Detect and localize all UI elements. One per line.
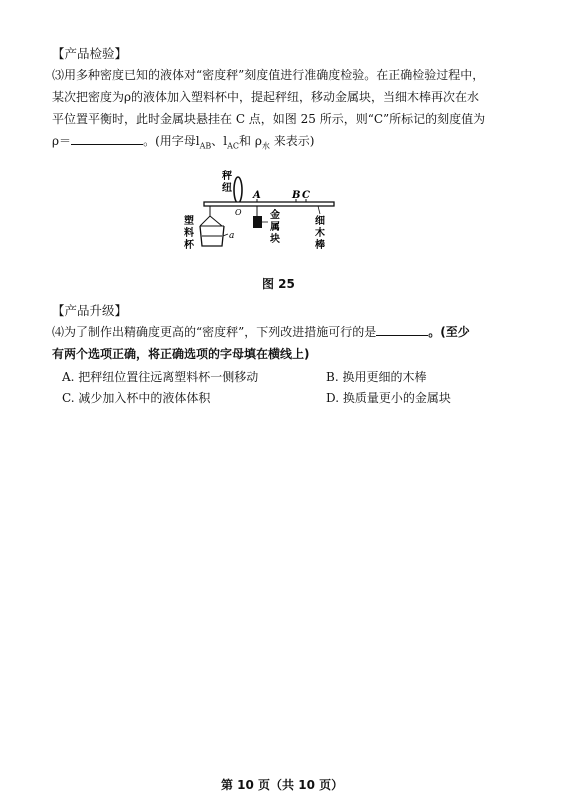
section-title-inspection: 【产品检验】 (52, 46, 128, 61)
q4-hint-start: 。(至少 (428, 325, 470, 339)
label-a: a (229, 231, 235, 241)
section-title-upgrade: 【产品升级】 (52, 303, 128, 318)
q4-question-text: ⑷为了制作出精确度更高的“密度秤”，下列改进措施可行的是 (52, 325, 377, 339)
label-knob-1: 秤 (222, 171, 232, 182)
figure-25 (180, 168, 380, 264)
cup-hanger-right (210, 216, 222, 226)
rod-label-pointer (318, 206, 320, 214)
option-d: D. 换质量更小的金属块 (326, 391, 451, 405)
label-knob-2: 纽 (222, 183, 232, 194)
q3-line-2: 某次把密度为ρ的液体加入塑料杯中，提起秤纽，移动金属块，当细木棒再次在水 (52, 90, 480, 104)
q3-hint-start: 。(用字母l (143, 134, 200, 148)
option-b: B. 换用更细的木棒 (326, 370, 427, 384)
q3-line-3: 平位置平衡时，此时金属块悬挂在 C 点，如图 25 所示，则“C”所标记的刻度值为 (52, 112, 486, 126)
q3-sub-ac: AC (227, 141, 239, 151)
metal-block (253, 216, 262, 228)
q4-line-1 (52, 323, 470, 340)
q3-sub-ab: AB (199, 141, 212, 151)
label-cup-2: 料 (184, 228, 194, 239)
label-O: O (235, 208, 242, 217)
q3-rho-prefix: ρ＝ (52, 134, 72, 148)
q3-sub-water: 水 (261, 141, 270, 151)
label-B: B (292, 190, 301, 201)
q3-line-1: ⑶用多种密度已知的液体对“密度秤”刻度值进行准确度检验。在正确检验过程中， (52, 68, 485, 82)
label-A: A (253, 190, 261, 201)
q3-line-4 (52, 132, 314, 151)
option-a: A. 把秤纽位置往远离塑料杯一侧移动 (62, 370, 259, 384)
q4-answer-blank[interactable] (376, 323, 428, 336)
cup-hanger-left (200, 216, 210, 226)
wooden-rod (204, 202, 334, 206)
option-c: C. 减少加入杯中的液体体积 (62, 391, 211, 405)
label-C: C (302, 190, 310, 201)
page-footer: 第 10 页（共 10 页） (221, 778, 344, 792)
label-block-1: 金 (270, 210, 280, 221)
figure-caption: 图 25 (262, 277, 295, 291)
q4-line-2: 有两个选项正确，将正确选项的字母填在横线上) (52, 347, 310, 361)
q3-sep-1: 、l (211, 134, 228, 148)
label-block-3: 块 (270, 234, 280, 245)
q3-answer-blank[interactable] (71, 132, 143, 145)
balance-diagram (180, 168, 380, 264)
label-rod-3: 棒 (315, 240, 325, 251)
knob-loop (234, 177, 242, 203)
label-block-2: 属 (270, 222, 280, 233)
label-cup-3: 杯 (184, 240, 194, 251)
label-rod-1: 细 (315, 216, 325, 227)
q3-sep-2: 和 ρ (239, 134, 262, 148)
q3-hint-end: 来表示) (269, 134, 315, 148)
label-rod-2: 木 (315, 228, 325, 239)
label-cup-1: 塑 (184, 216, 194, 227)
